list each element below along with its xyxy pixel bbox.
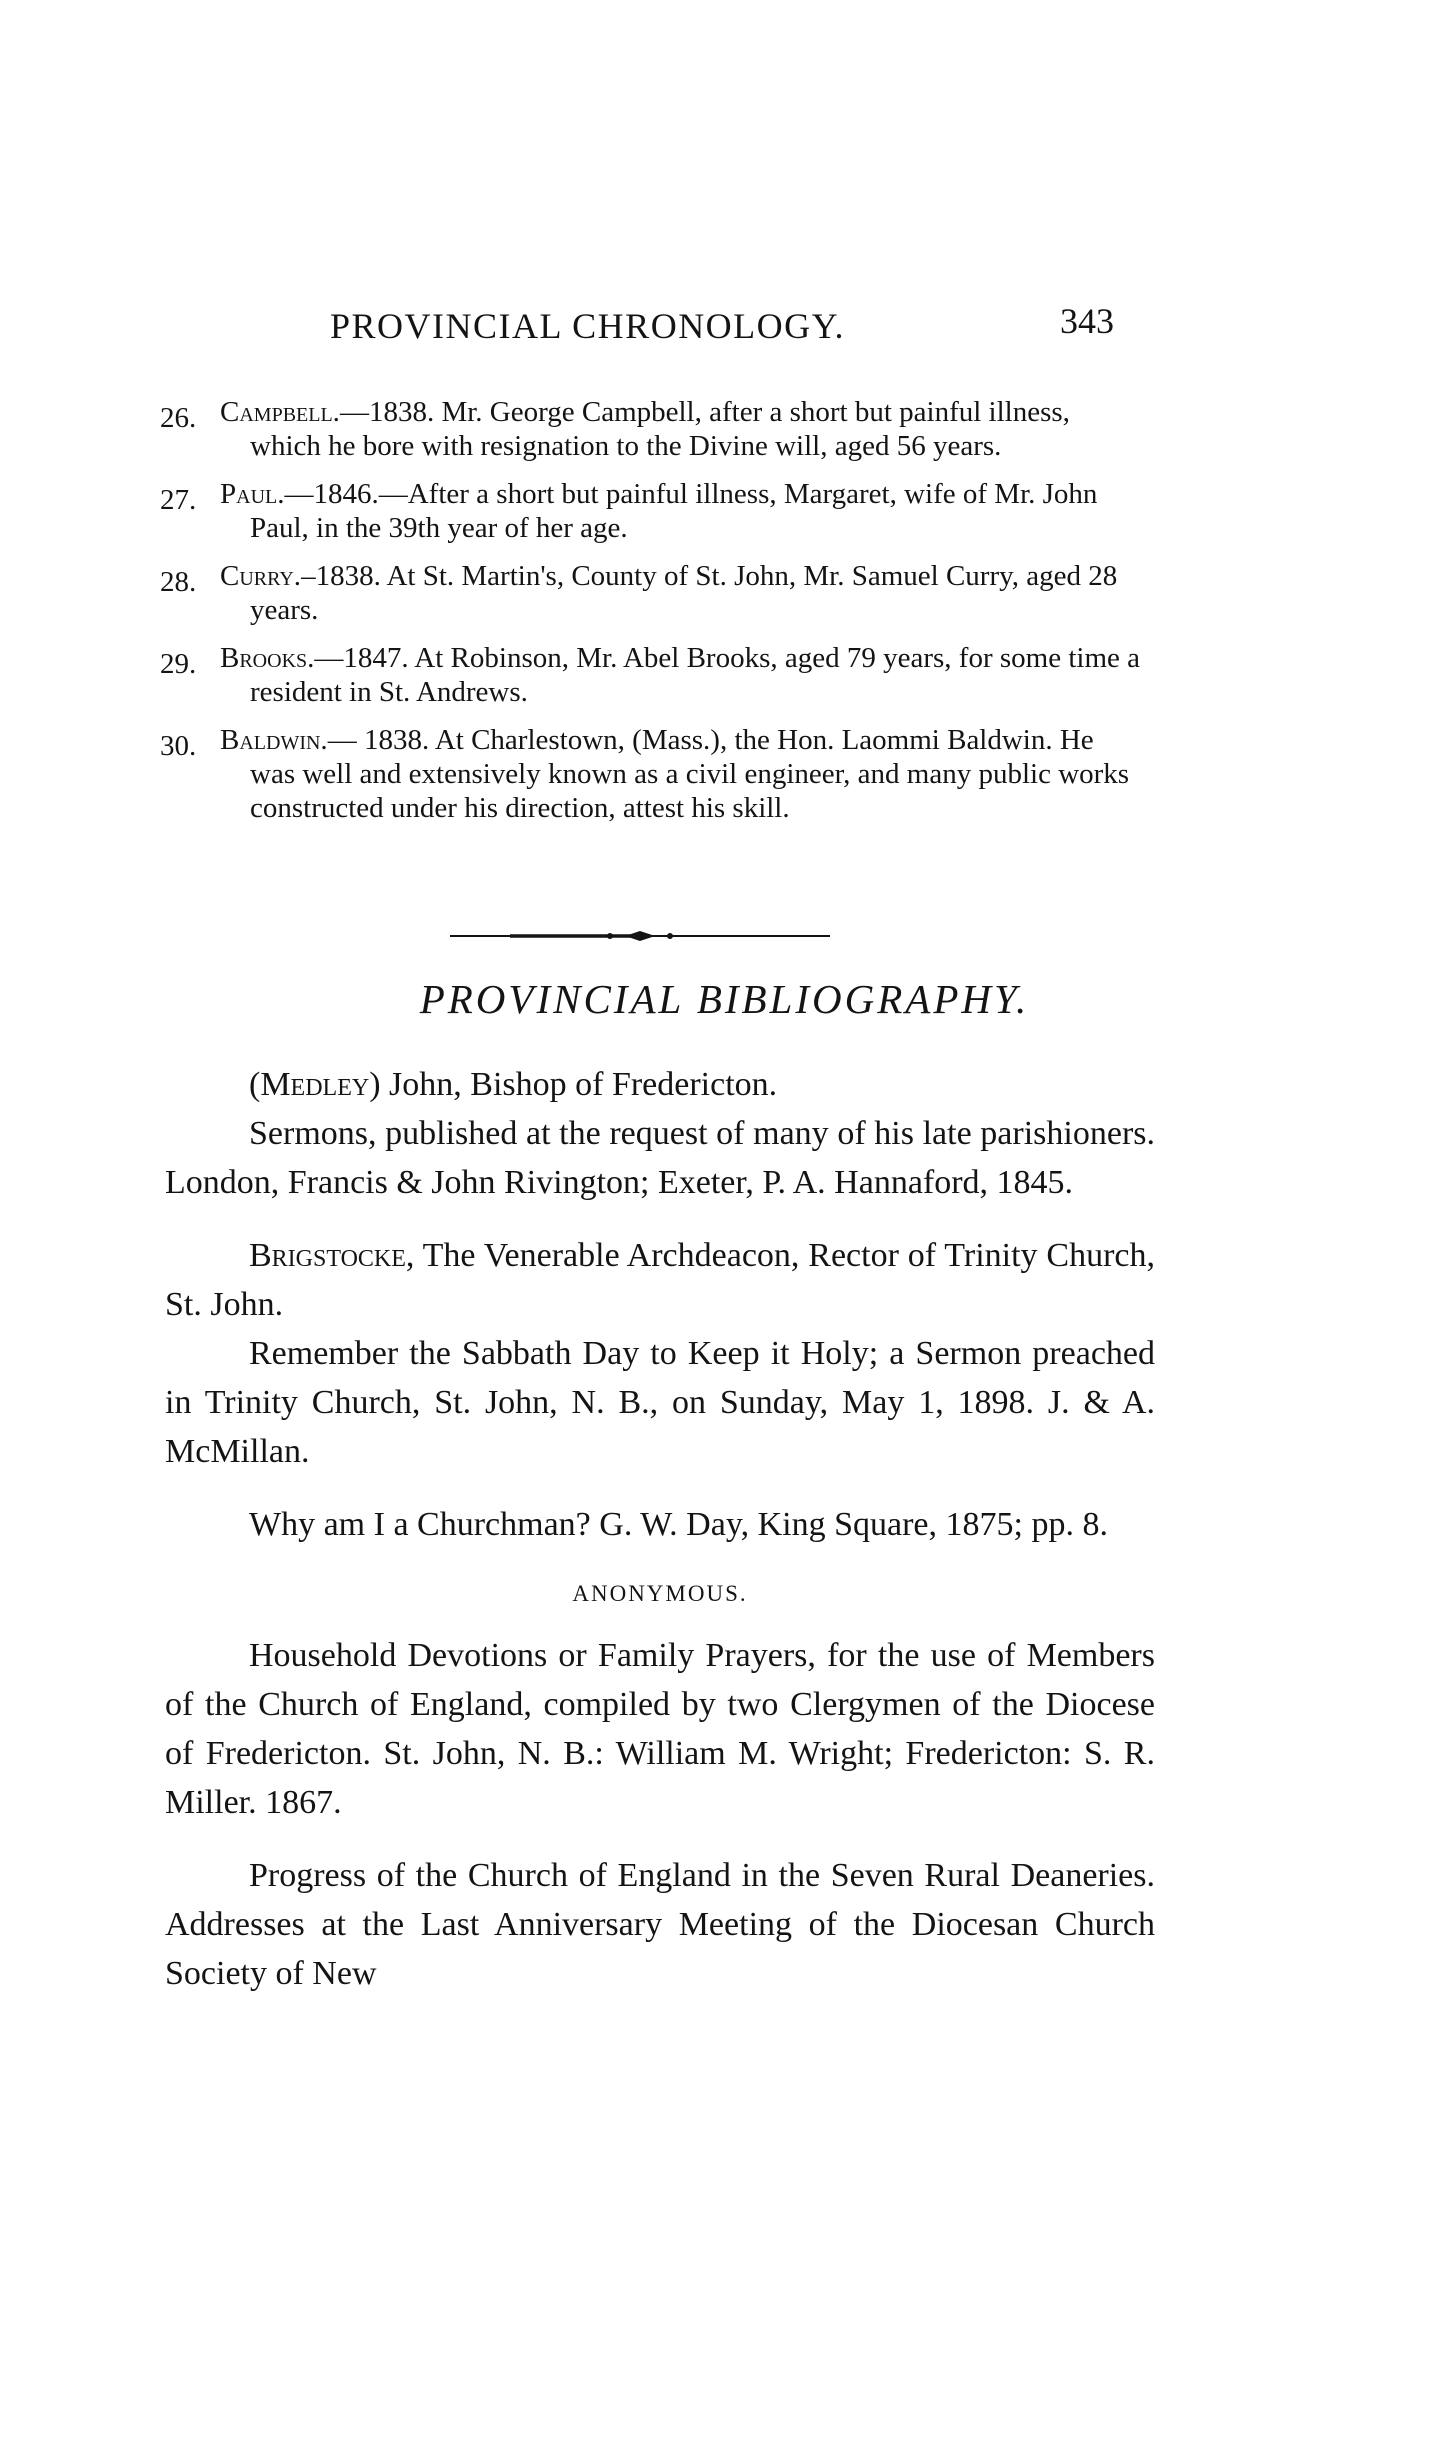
entry-surname: Campbell.	[220, 396, 340, 428]
bibliography-heading: PROVINCIAL BIBLIOGRAPHY.	[419, 976, 1030, 1022]
ornamental-divider	[450, 928, 830, 944]
household-devotions: Household Devotions or Family Prayers, for the use of Members of the Church of England, compiled by two Clergymen of the Diocese of Fredericton. St. John, N. B.: William M. Wright; Fredericton: S. R. Miller. 1867.	[165, 1637, 1155, 1821]
chronology-entry	[160, 477, 1140, 545]
brigstocke-churchman: Why am I a Churchman? G. W. Day, King Square, 1875; pp. 8.	[249, 1506, 1108, 1543]
chronology-list	[160, 395, 1140, 839]
entry-number: 27.	[160, 484, 197, 516]
entry-surname: Baldwin.	[220, 724, 328, 756]
entry-number: 29.	[160, 648, 197, 680]
entry-surname: Brooks.	[220, 642, 315, 674]
author-name: Medley	[260, 1066, 370, 1103]
progress-entry: Progress of the Church of England in the Seven Rural Deaneries. Addresses at the Last Anniversary Meeting of the Diocesan Church Society of New	[165, 1857, 1155, 1992]
bibliography-body	[165, 1060, 1155, 1998]
running-title: PROVINCIAL CHRONOLOGY.	[330, 306, 846, 346]
medley-heading: (Medley) John, Bishop of Fredericton.	[249, 1066, 778, 1103]
entry-text: — 1838. At Charlestown, (Mass.), the Hon. Laommi Baldwin. He was well and extensively known as a civil engineer, and many public works constructed under his direction, attest his skill.	[250, 724, 1130, 824]
author-name: Brigstocke	[249, 1237, 406, 1274]
brigstocke-heading: Brigstocke, The Venerable Archdeacon, Rector of Trinity Church, St. John.	[165, 1237, 1155, 1323]
entry-text: —1846.—After a short but painful illness, Margaret, wife of Mr. John Paul, in the 39th year of her age.	[250, 478, 1098, 544]
entry-surname: Paul.	[220, 478, 285, 510]
entry-text: —1838. Mr. George Campbell, after a short but painful illness, which he bore with resignation to the Divine will, aged 56 years.	[250, 396, 1070, 462]
entry-text: —1847. At Robinson, Mr. Abel Brooks, aged 79 years, for some time a resident in St. Andrews.	[250, 642, 1140, 708]
entry-text: –1838. At St. Martin's, County of St. John, Mr. Samuel Curry, aged 28 years.	[250, 560, 1118, 626]
entry-surname: Curry.	[220, 560, 302, 592]
page-number: 343	[1060, 301, 1114, 341]
chronology-entry	[160, 395, 1140, 463]
entry-number: 26.	[160, 402, 197, 434]
medley-sermons: Sermons, published at the request of many of his late parishioners. London, Francis & John Rivington; Exeter, P. A. Hannaford, 1845.	[165, 1115, 1155, 1201]
chronology-entry	[160, 641, 1140, 709]
entry-number: 30.	[160, 730, 197, 762]
brigstocke-sermon: Remember the Sabbath Day to Keep it Holy; a Sermon preached in Trinity Church, St. John, N. B., on Sunday, May 1, 1898. J. & A. McMillan.	[165, 1335, 1155, 1470]
entry-number: 28.	[160, 566, 197, 598]
chronology-entry	[160, 559, 1140, 627]
anonymous-label: ANONYMOUS.	[572, 1581, 748, 1606]
chronology-entry	[160, 723, 1140, 825]
